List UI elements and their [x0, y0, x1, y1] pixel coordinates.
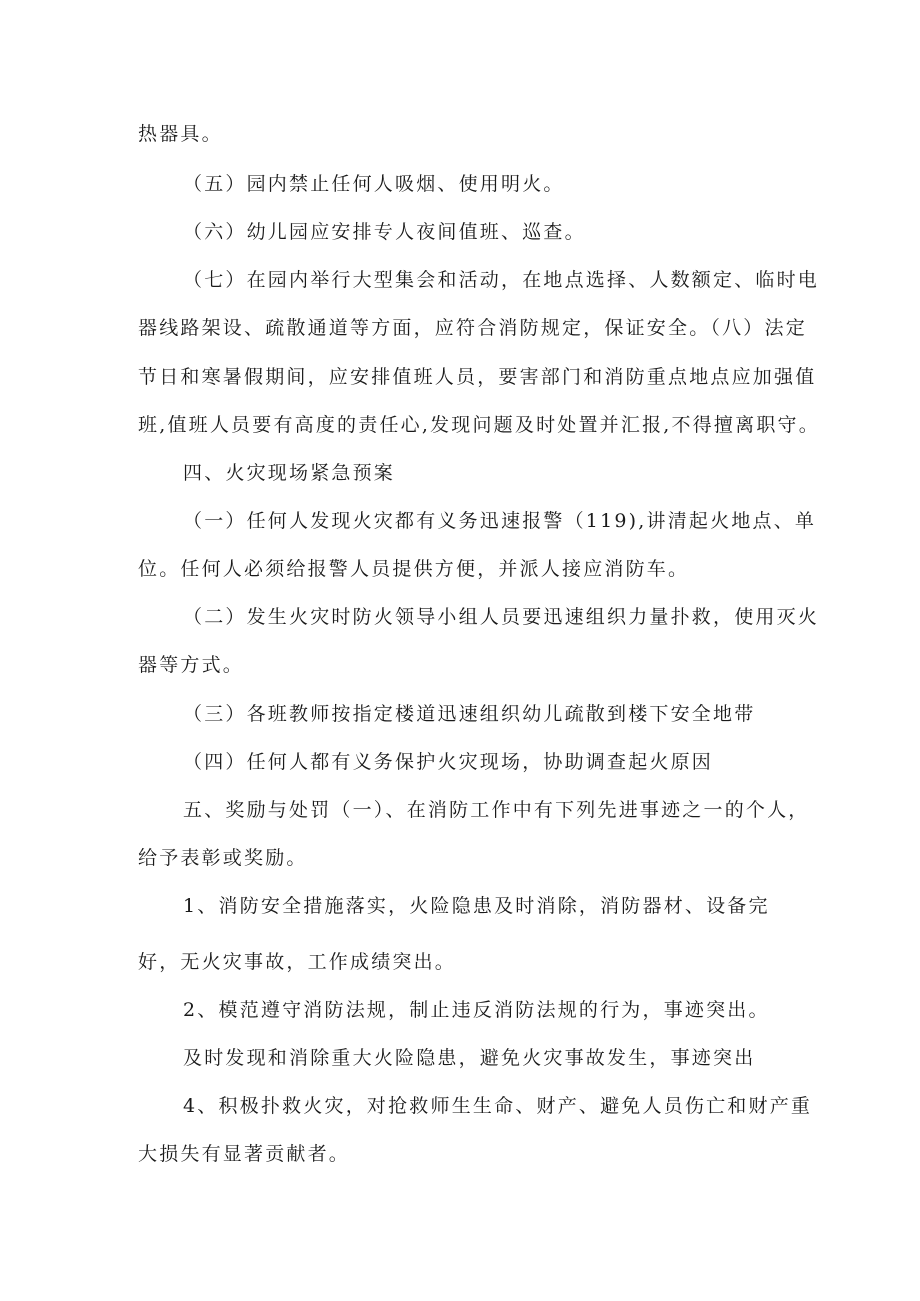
text-line: （三）各班教师按指定楼道迅速组织幼儿疏散到楼下安全地带 [183, 703, 756, 725]
text-line: 1、消防安全措施落实，火险隐患及时消除，消防器材、设备完 [183, 895, 770, 917]
text-line: 2、模范遵守消防法规，制止违反消防法规的行为，事迹突出。 [183, 999, 770, 1021]
text-line: 器线路架设、疏散通道等方面，应符合消防规定，保证安全。（八）法定 [138, 317, 807, 339]
text-line: 班,值班人员要有高度的责任心,发现问题及时处置并汇报,不得擅离职守。 [138, 414, 820, 436]
text-line: 及时发现和消除重大火险隐患，避免火灾事故发生，事迹突出 [183, 1047, 756, 1069]
text-line: （五）园内禁止任何人吸烟、使用明火。 [183, 173, 565, 195]
text-line: 器等方式。 [138, 654, 245, 676]
text-line: 大损失有显著贡献者。 [138, 1143, 351, 1165]
text-line: 热器具。 [138, 123, 223, 145]
text-line: 好，无火灾事故，工作成绩突出。 [138, 951, 457, 973]
text-line: （七）在园内举行大型集会和活动，在地点选择、人数额定、临时电 [183, 269, 820, 291]
text-line: 给予表彰或奖励。 [138, 847, 308, 869]
text-line: 4、积极扑救火灾，对抢救师生生命、财产、避免人员伤亡和财产重 [183, 1095, 813, 1117]
text-line: （一）任何人发现火灾都有义务迅速报警（119),讲清起火地点、单 [183, 510, 817, 532]
text-line: 节日和寒暑假期间，应安排值班人员，要害部门和消防重点地点应加强值 [138, 366, 817, 388]
section-heading: 四、火灾现场紧急预案 [183, 462, 396, 484]
text-line: （六）幼儿园应安排专人夜间值班、巡查。 [183, 221, 586, 243]
text-line: （二）发生火灾时防火领导小组人员要迅速组织力量扑救，使用灭火 [183, 606, 820, 628]
section-heading: 五、奖励与处罚（一）、在消防工作中有下列先进事迹之一的个人， [183, 799, 810, 821]
text-line: 位。任何人必须给报警人员提供方便，并派人接应消防车。 [138, 558, 690, 580]
text-line: （四）任何人都有义务保护火灾现场，协助调查起火原因 [183, 751, 714, 773]
